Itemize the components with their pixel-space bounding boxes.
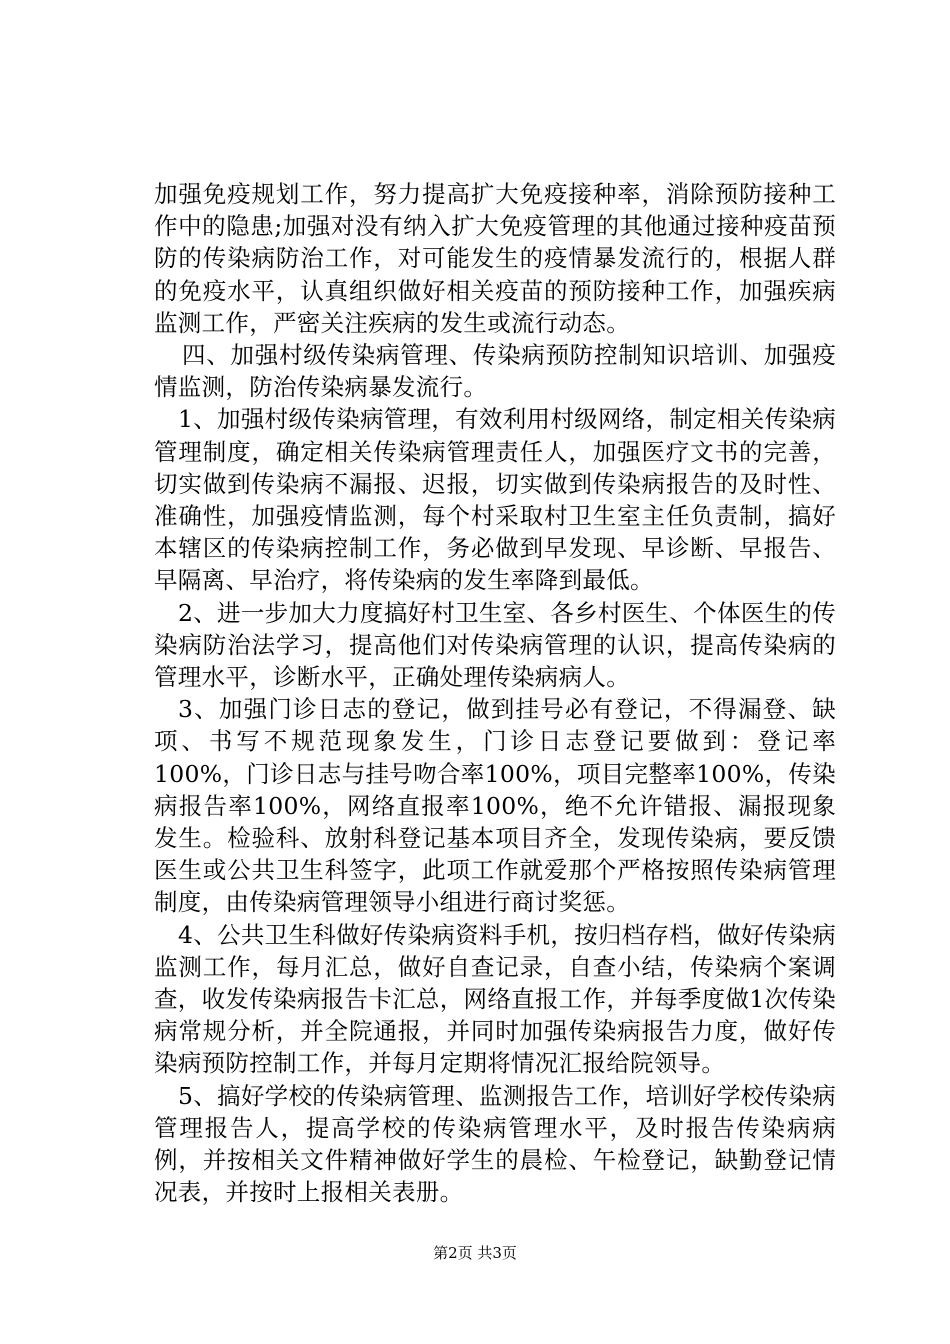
page-number-footer: 第2页 共3页 bbox=[433, 1244, 517, 1262]
document-body bbox=[154, 178, 836, 1209]
paragraph-item-1: 1、加强村级传染病管理，有效利用村级网络，制定相关传染病管理制度，确定相关传染病管理责任人，加强医疗文书的完善，切实做到传染病不漏报、迟报，切实做到传染病报告的及时性、准确性，加强疫情监测，每个村采取村卫生室主任负责制，搞好本辖区的传染病控制工作，务必做到早发现、早诊断、早报告、早隔离、早治疗，将传染病的发生率降到最低。 bbox=[154, 405, 836, 595]
paragraph-item-2: 2、进一步加大力度搞好村卫生室、各乡村医生、个体医生的传染病防治法学习，提高他们对传染病管理的认识，提高传染病的管理水平，诊断水平，正确处理传染病病人。 bbox=[154, 598, 836, 692]
paragraph-intro: 加强免疫规划工作，努力提高扩大免疫接种率，消除预防接种工作中的隐患;加强对没有纳入扩大免疫管理的其他通过接种疫苗预防的传染病防治工作，对可能发生的疫情暴发流行的，根据人群的免疫水平，认真组织做好相关疫苗的预防接种工作，加强疾病监测工作，严密关注疾病的发生或流行动态。 bbox=[154, 180, 836, 337]
section-heading-four: 四、加强村级传染病管理、传染病预防控制知识培训、加强疫情监测，防治传染病暴发流行。 bbox=[154, 341, 836, 402]
paragraph-item-4: 4、公共卫生科做好传染病资料手机，按归档存档，做好传染病监测工作，每月汇总，做好自查记录，自查小结，传染病个案调查，收发传染病报告卡汇总，网络直报工作，并每季度做1次传染病常规分析，并全院通报，并同时加强传染病报告力度，做好传染病预防控制工作，并每月定期将情况汇报给院领导。 bbox=[154, 920, 836, 1078]
paragraph-item-5: 5、搞好学校的传染病管理、监测报告工作，培训好学校传染病管理报告人，提高学校的传染病管理水平，及时报告传染病病例，并按相关文件精神做好学生的晨检、午检登记，缺勤登记情况表，并按时上报相关表册。 bbox=[154, 1081, 836, 1207]
paragraph-item-3: 3、加强门诊日志的登记，做到挂号必有登记，不得漏登、缺项、书写不规范现象发生，门诊日志登记要做到：登记率100%，门诊日志与挂号吻合率100%，项目完整率100%，传染病报告率100%，网络直报率100%，绝不允许错报、漏报现象发生。检验科、放射科登记基本项目齐全，发现传染病，要反馈医生或公共卫生科签字，此项工作就爱那个严格按照传染病管理制度，由传染病管理领导小组进行商讨奖惩。 bbox=[154, 695, 836, 917]
